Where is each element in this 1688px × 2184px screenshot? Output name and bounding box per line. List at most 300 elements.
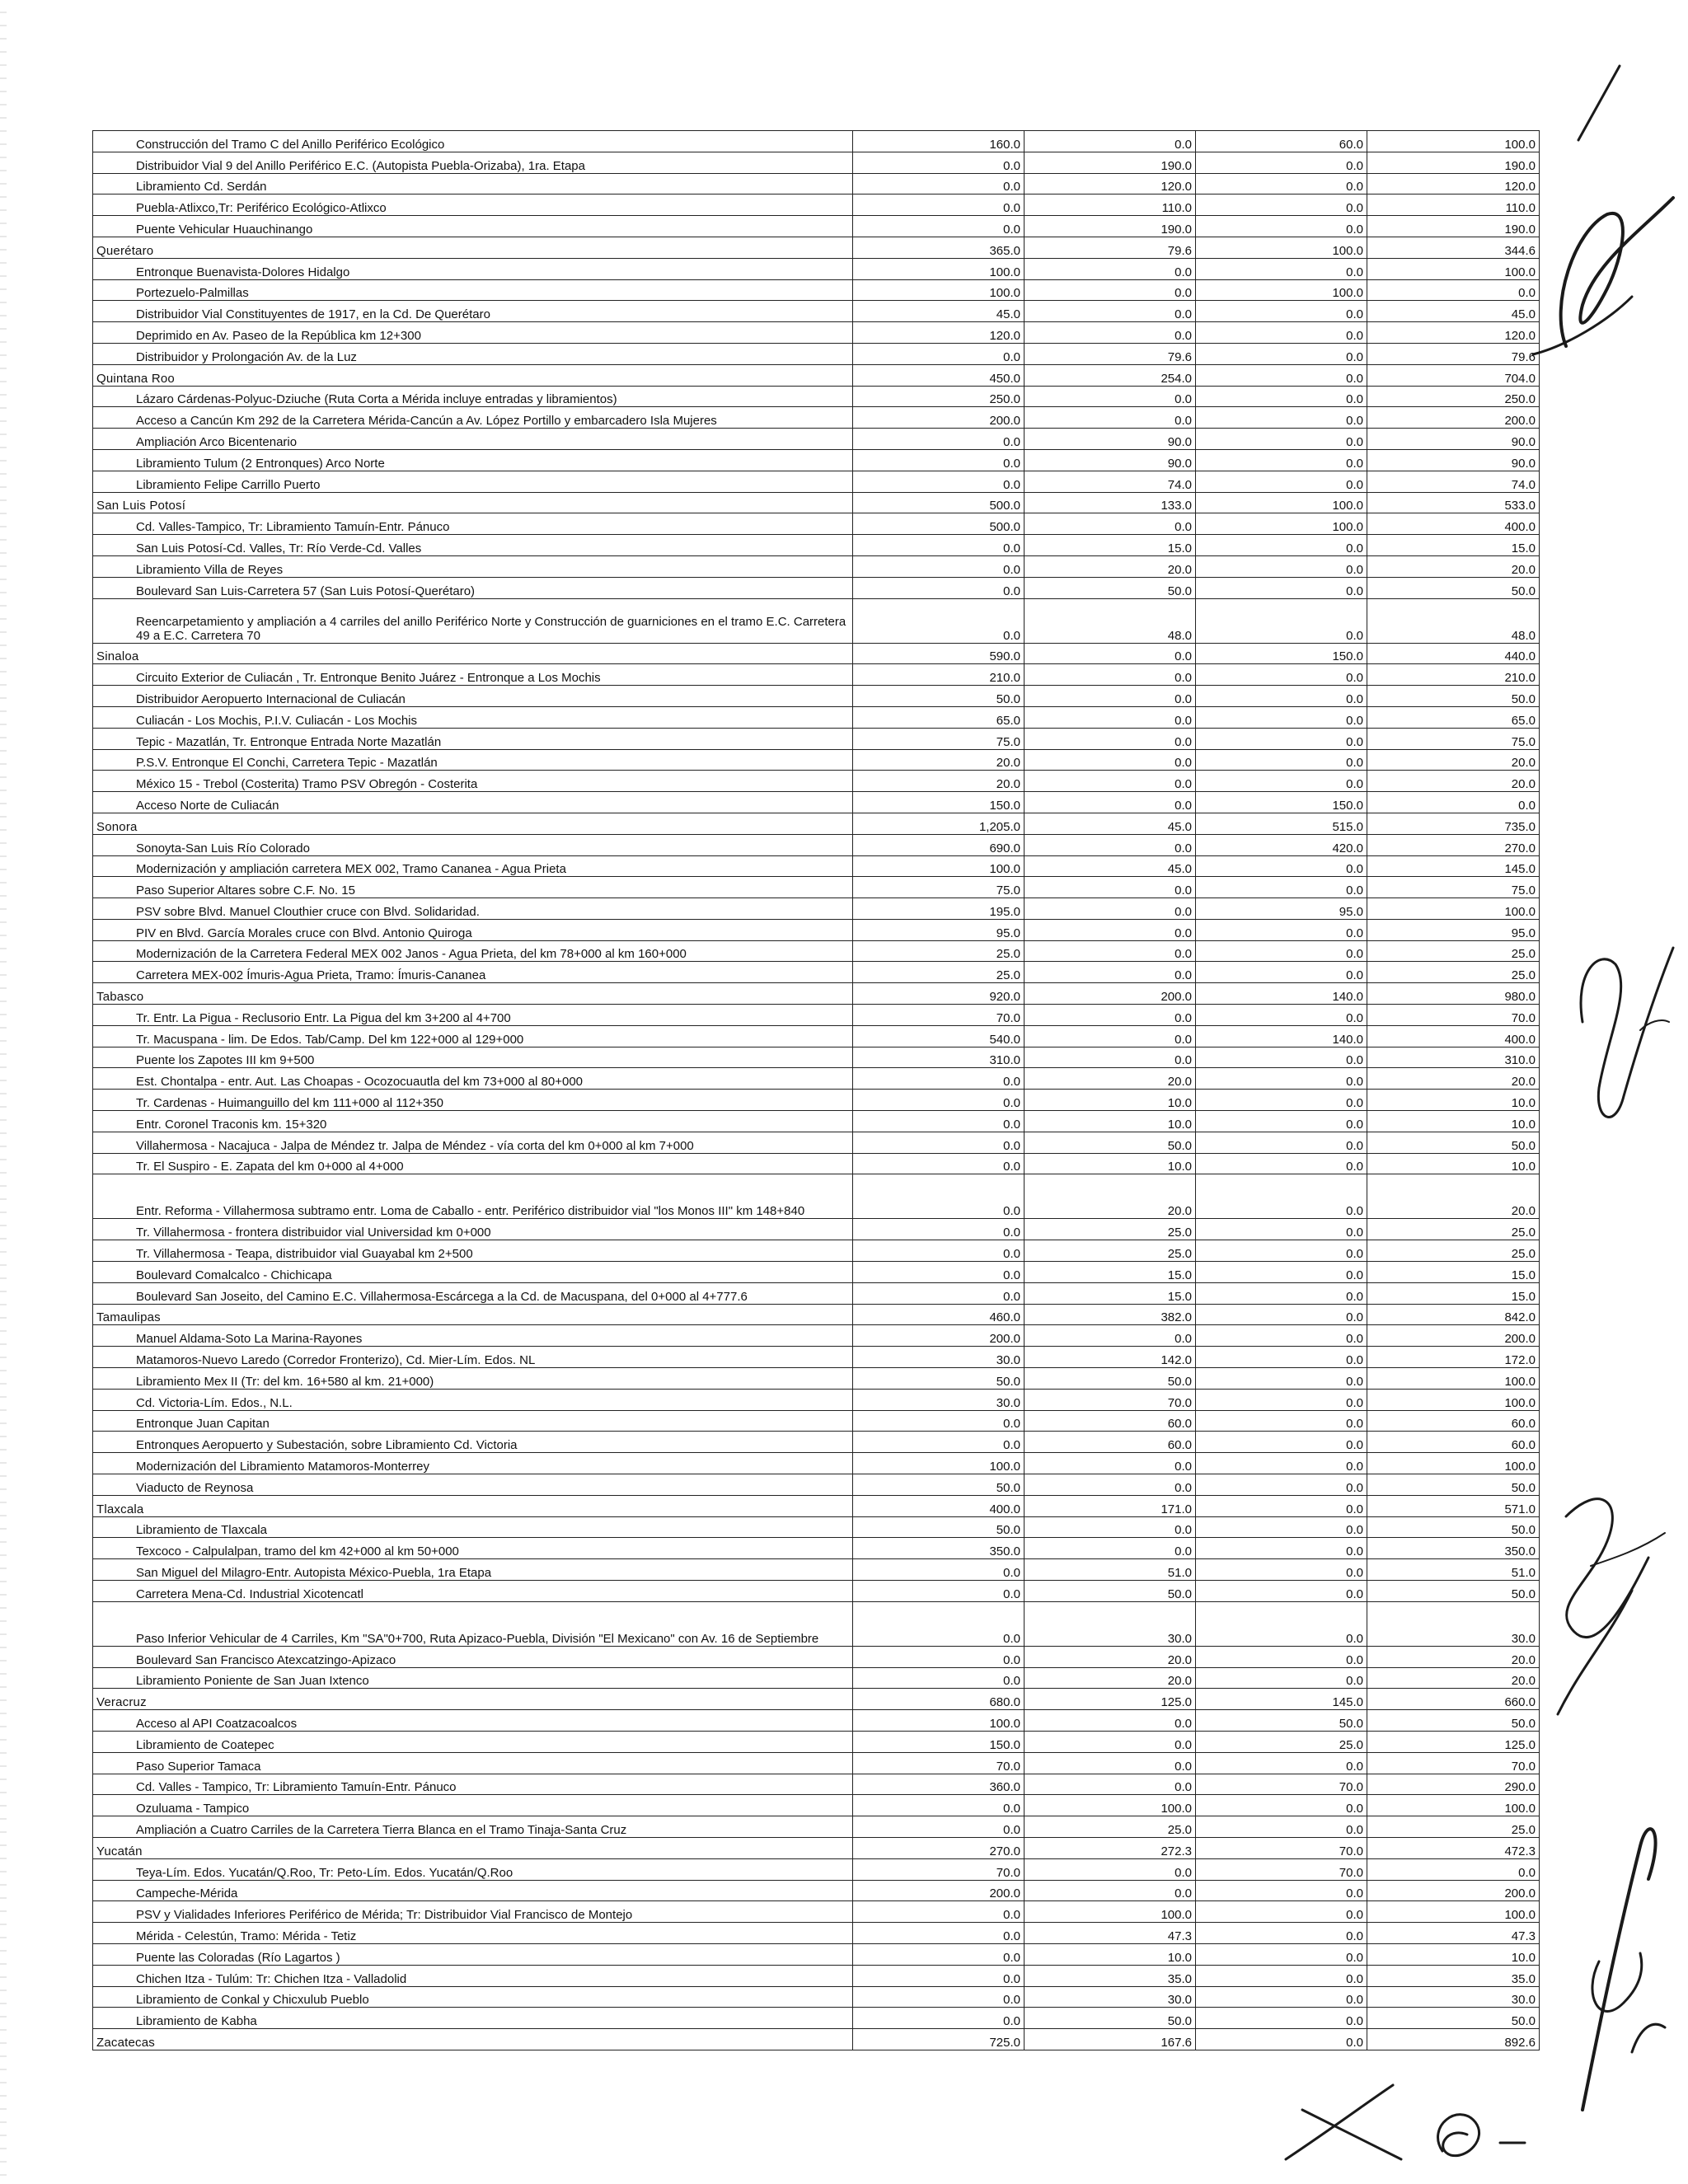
amount-cell-4: 190.0 (1367, 152, 1540, 173)
amount-cell-2: 79.6 (1025, 343, 1196, 364)
amount-cell-3: 0.0 (1196, 1389, 1367, 1410)
project-name-cell: Villahermosa - Nacajuca - Jalpa de Méndez tr. Jalpa de Méndez - vía corta del km 0+000 al km 7+000 (93, 1132, 853, 1153)
amount-cell-2: 0.0 (1025, 1710, 1196, 1732)
amount-cell-4: 400.0 (1367, 513, 1540, 535)
amount-cell-4: 200.0 (1367, 1880, 1540, 1901)
amount-cell-2: 15.0 (1025, 1282, 1196, 1304)
state-row (93, 1304, 1540, 1325)
project-row (93, 131, 1540, 152)
project-name-cell: Puente las Coloradas (Río Lagartos ) (93, 1943, 853, 1965)
amount-cell-3: 0.0 (1196, 1901, 1367, 1923)
amount-cell-4: 440.0 (1367, 643, 1540, 664)
project-name-cell: Boulevard San Joseito, del Camino E.C. Villahermosa-Escárcega a la Cd. de Macuspana, del 0+000 al 4+777.6 (93, 1282, 853, 1304)
project-name-cell: Entronques Aeropuerto y Subestación, sobre Libramiento Cd. Victoria (93, 1432, 853, 1453)
project-name-cell: Cd. Valles - Tampico, Tr: Libramiento Tamuín-Entr. Pánuco (93, 1774, 853, 1795)
project-row (93, 792, 1540, 813)
amount-cell-3: 70.0 (1196, 1774, 1367, 1795)
amount-cell-4: 100.0 (1367, 258, 1540, 279)
amount-cell-1: 0.0 (853, 1965, 1025, 1986)
amount-cell-2: 15.0 (1025, 1262, 1196, 1283)
amount-cell-3: 0.0 (1196, 706, 1367, 728)
project-row (93, 940, 1540, 962)
amount-cell-1: 50.0 (853, 1368, 1025, 1390)
amount-cell-3: 0.0 (1196, 1646, 1367, 1667)
project-name-cell: Libramiento de Kabha (93, 2008, 853, 2029)
amount-cell-4: 145.0 (1367, 855, 1540, 877)
amount-cell-2: 47.3 (1025, 1923, 1196, 1944)
amount-cell-4: 25.0 (1367, 962, 1540, 983)
project-name-cell: Distribuidor Vial 9 del Anillo Periférico E.C. (Autopista Puebla-Orizaba), 1ra. Etapa (93, 152, 853, 173)
amount-cell-2: 90.0 (1025, 449, 1196, 471)
amount-cell-4: 48.0 (1367, 598, 1540, 643)
state-row (93, 2029, 1540, 2050)
project-name-cell: Ampliación Arco Bicentenario (93, 429, 853, 450)
amount-cell-1: 0.0 (853, 343, 1025, 364)
project-name-cell: Entronque Juan Capitan (93, 1410, 853, 1432)
amount-cell-1: 0.0 (853, 1068, 1025, 1090)
amount-cell-3: 0.0 (1196, 301, 1367, 322)
project-row (93, 1538, 1540, 1559)
project-name-cell: Libramiento Tulum (2 Entronques) Arco Norte (93, 449, 853, 471)
amount-cell-1: 50.0 (853, 1474, 1025, 1496)
amount-cell-4: 704.0 (1367, 364, 1540, 386)
amount-cell-3: 0.0 (1196, 1111, 1367, 1132)
amount-cell-2: 0.0 (1025, 1025, 1196, 1047)
project-name-cell: Distribuidor y Prolongación Av. de la Luz (93, 343, 853, 364)
project-name-cell: Tr. Macuspana - lim. De Edos. Tab/Camp. Del km 122+000 al 129+000 (93, 1025, 853, 1047)
amount-cell-3: 0.0 (1196, 1240, 1367, 1262)
amount-cell-4: 0.0 (1367, 279, 1540, 301)
amount-cell-4: 200.0 (1367, 1325, 1540, 1347)
project-name-cell: Entr. Coronel Traconis km. 15+320 (93, 1111, 853, 1132)
amount-cell-4: 980.0 (1367, 983, 1540, 1005)
amount-cell-1: 0.0 (853, 1646, 1025, 1667)
amount-cell-3: 0.0 (1196, 1432, 1367, 1453)
amount-cell-2: 0.0 (1025, 834, 1196, 855)
amount-cell-1: 0.0 (853, 1432, 1025, 1453)
amount-cell-3: 0.0 (1196, 1047, 1367, 1068)
amount-cell-4: 90.0 (1367, 449, 1540, 471)
project-row (93, 1646, 1540, 1667)
amount-cell-1: 0.0 (853, 598, 1025, 643)
amount-cell-4: 15.0 (1367, 1282, 1540, 1304)
amount-cell-4: 79.6 (1367, 343, 1540, 364)
amount-cell-2: 0.0 (1025, 1774, 1196, 1795)
amount-cell-4: 210.0 (1367, 664, 1540, 686)
scan-edge (0, 0, 7, 2184)
amount-cell-3: 100.0 (1196, 492, 1367, 513)
amount-cell-3: 0.0 (1196, 535, 1367, 556)
amount-cell-3: 420.0 (1196, 834, 1367, 855)
amount-cell-2: 100.0 (1025, 1795, 1196, 1816)
amount-cell-1: 0.0 (853, 1943, 1025, 1965)
amount-cell-2: 79.6 (1025, 237, 1196, 258)
project-name-cell: Libramiento Mex II (Tr: del km. 16+580 al km. 21+000) (93, 1368, 853, 1390)
amount-cell-1: 25.0 (853, 962, 1025, 983)
amount-cell-4: 533.0 (1367, 492, 1540, 513)
amount-cell-1: 0.0 (853, 1667, 1025, 1689)
state-name-cell: Zacatecas (93, 2029, 853, 2050)
amount-cell-3: 0.0 (1196, 919, 1367, 940)
project-name-cell: Circuito Exterior de Culiacán , Tr. Entronque Benito Juárez - Entronque a Los Mochis (93, 664, 853, 686)
amount-cell-3: 0.0 (1196, 386, 1367, 407)
state-row (93, 1495, 1540, 1516)
amount-cell-2: 0.0 (1025, 771, 1196, 792)
project-row (93, 1453, 1540, 1474)
state-name-cell: Tamaulipas (93, 1304, 853, 1325)
state-row (93, 813, 1540, 834)
amount-cell-3: 0.0 (1196, 1090, 1367, 1111)
project-name-cell: Paso Inferior Vehicular de 4 Carriles, Km "SA"0+700, Ruta Apizaco-Puebla, División "El Mexicano" con Av. 16 de Septiembre (93, 1601, 853, 1646)
project-row (93, 1901, 1540, 1923)
project-row (93, 664, 1540, 686)
project-name-cell: Modernización de la Carretera Federal MEX 002 Janos - Agua Prieta, del km 78+000 al km 160+000 (93, 940, 853, 962)
amount-cell-2: 0.0 (1025, 664, 1196, 686)
state-name-cell: Quintana Roo (93, 364, 853, 386)
amount-cell-2: 0.0 (1025, 1325, 1196, 1347)
project-name-cell: Deprimido en Av. Paseo de la República km 12+300 (93, 322, 853, 344)
amount-cell-1: 150.0 (853, 792, 1025, 813)
amount-cell-3: 140.0 (1196, 983, 1367, 1005)
amount-cell-2: 190.0 (1025, 216, 1196, 237)
amount-cell-4: 125.0 (1367, 1731, 1540, 1752)
project-row (93, 706, 1540, 728)
amount-cell-4: 25.0 (1367, 940, 1540, 962)
signature-lower-right (1533, 1467, 1681, 1747)
amount-cell-1: 400.0 (853, 1495, 1025, 1516)
amount-cell-1: 500.0 (853, 492, 1025, 513)
amount-cell-1: 0.0 (853, 1601, 1025, 1646)
amount-cell-2: 0.0 (1025, 1047, 1196, 1068)
project-row (93, 1282, 1540, 1304)
amount-cell-2: 0.0 (1025, 686, 1196, 707)
amount-cell-3: 70.0 (1196, 1858, 1367, 1880)
state-row (93, 364, 1540, 386)
amount-cell-1: 200.0 (853, 1880, 1025, 1901)
project-name-cell: Modernización del Libramiento Matamoros-Monterrey (93, 1453, 853, 1474)
project-name-cell: Paso Superior Altares sobre C.F. No. 15 (93, 877, 853, 898)
project-name-cell: Tr. Entr. La Pigua - Reclusorio Entr. La Pigua del km 3+200 al 4+700 (93, 1005, 853, 1026)
amount-cell-1: 200.0 (853, 407, 1025, 429)
project-row (93, 1774, 1540, 1795)
amount-cell-4: 842.0 (1367, 1304, 1540, 1325)
amount-cell-1: 350.0 (853, 1538, 1025, 1559)
project-row (93, 258, 1540, 279)
project-row (93, 1132, 1540, 1153)
project-name-cell: Paso Superior Tamaca (93, 1752, 853, 1774)
amount-cell-1: 100.0 (853, 279, 1025, 301)
project-row (93, 535, 1540, 556)
amount-cell-2: 50.0 (1025, 2008, 1196, 2029)
amount-cell-1: 120.0 (853, 322, 1025, 344)
amount-cell-4: 110.0 (1367, 194, 1540, 216)
project-row (93, 2008, 1540, 2029)
project-name-cell: Distribuidor Aeropuerto Internacional de Culiacán (93, 686, 853, 707)
amount-cell-4: 290.0 (1367, 1774, 1540, 1795)
amount-cell-3: 0.0 (1196, 343, 1367, 364)
amount-cell-2: 0.0 (1025, 749, 1196, 771)
amount-cell-4: 20.0 (1367, 1174, 1540, 1219)
amount-cell-1: 0.0 (853, 449, 1025, 471)
project-name-cell: Teya-Lím. Edos. Yucatán/Q.Roo, Tr: Peto-Lím. Edos. Yucatán/Q.Roo (93, 1858, 853, 1880)
amount-cell-1: 0.0 (853, 1581, 1025, 1602)
amount-cell-3: 0.0 (1196, 1368, 1367, 1390)
amount-cell-4: 30.0 (1367, 1986, 1540, 2008)
project-row (93, 1025, 1540, 1047)
amount-cell-1: 200.0 (853, 1325, 1025, 1347)
amount-cell-3: 0.0 (1196, 877, 1367, 898)
amount-cell-2: 20.0 (1025, 555, 1196, 577)
amount-cell-1: 0.0 (853, 471, 1025, 492)
project-name-cell: PIV en Blvd. García Morales cruce con Blvd. Antonio Quiroga (93, 919, 853, 940)
project-row (93, 1965, 1540, 1986)
amount-cell-1: 65.0 (853, 706, 1025, 728)
amount-cell-2: 20.0 (1025, 1646, 1196, 1667)
amount-cell-1: 0.0 (853, 1795, 1025, 1816)
project-row (93, 1667, 1540, 1689)
amount-cell-2: 30.0 (1025, 1601, 1196, 1646)
project-name-cell: Entr. Reforma - Villahermosa subtramo entr. Loma de Caballo - entr. Periférico distribuidor vial "los Monos III" km 148+840 (93, 1174, 853, 1219)
project-row (93, 1710, 1540, 1732)
amount-cell-3: 0.0 (1196, 1667, 1367, 1689)
amount-cell-1: 0.0 (853, 429, 1025, 450)
amount-cell-1: 0.0 (853, 2008, 1025, 2029)
amount-cell-1: 250.0 (853, 386, 1025, 407)
amount-cell-2: 0.0 (1025, 1538, 1196, 1559)
amount-cell-4: 20.0 (1367, 771, 1540, 792)
project-name-cell: Modernización y ampliación carretera MEX 002, Tramo Cananea - Agua Prieta (93, 855, 853, 877)
amount-cell-4: 75.0 (1367, 728, 1540, 749)
signature-bottom-center (1269, 2077, 1550, 2176)
amount-cell-3: 0.0 (1196, 555, 1367, 577)
amount-cell-3: 0.0 (1196, 771, 1367, 792)
amount-cell-2: 10.0 (1025, 1943, 1196, 1965)
amount-cell-1: 365.0 (853, 237, 1025, 258)
project-name-cell: San Luis Potosí-Cd. Valles, Tr: Río Verde-Cd. Valles (93, 535, 853, 556)
project-name-cell: Libramiento de Conkal y Chicxulub Pueblo (93, 1986, 853, 2008)
amount-cell-2: 382.0 (1025, 1304, 1196, 1325)
project-name-cell: Acceso al API Coatzacoalcos (93, 1710, 853, 1732)
project-name-cell: Tr. Villahermosa - frontera distribuidor vial Universidad km 0+000 (93, 1219, 853, 1240)
amount-cell-3: 0.0 (1196, 322, 1367, 344)
amount-cell-1: 100.0 (853, 1453, 1025, 1474)
amount-cell-2: 0.0 (1025, 962, 1196, 983)
amount-cell-2: 50.0 (1025, 1368, 1196, 1390)
amount-cell-1: 0.0 (853, 1132, 1025, 1153)
amount-cell-4: 10.0 (1367, 1943, 1540, 1965)
amount-cell-2: 90.0 (1025, 429, 1196, 450)
project-row (93, 173, 1540, 194)
amount-cell-2: 50.0 (1025, 577, 1196, 598)
amount-cell-4: 70.0 (1367, 1005, 1540, 1026)
amount-cell-3: 0.0 (1196, 471, 1367, 492)
amount-cell-3: 0.0 (1196, 1262, 1367, 1283)
amount-cell-4: 20.0 (1367, 1667, 1540, 1689)
amount-cell-3: 0.0 (1196, 194, 1367, 216)
amount-cell-2: 50.0 (1025, 1132, 1196, 1153)
amount-cell-4: 735.0 (1367, 813, 1540, 834)
project-row (93, 216, 1540, 237)
amount-cell-3: 0.0 (1196, 1516, 1367, 1538)
project-row (93, 728, 1540, 749)
amount-cell-4: 10.0 (1367, 1153, 1540, 1174)
state-row (93, 1837, 1540, 1858)
project-row (93, 1752, 1540, 1774)
amount-cell-2: 35.0 (1025, 1965, 1196, 1986)
signature-top-right (1517, 181, 1681, 371)
amount-cell-4: 50.0 (1367, 2008, 1540, 2029)
amount-cell-3: 515.0 (1196, 813, 1367, 834)
amount-cell-4: 120.0 (1367, 173, 1540, 194)
amount-cell-1: 100.0 (853, 855, 1025, 877)
project-name-cell: Libramiento Villa de Reyes (93, 555, 853, 577)
project-name-cell: Boulevard San Francisco Atexcatzingo-Apizaco (93, 1646, 853, 1667)
amount-cell-4: 70.0 (1367, 1752, 1540, 1774)
amount-cell-2: 51.0 (1025, 1559, 1196, 1581)
amount-cell-4: 30.0 (1367, 1601, 1540, 1646)
project-row (93, 1581, 1540, 1602)
amount-cell-3: 0.0 (1196, 1174, 1367, 1219)
amount-cell-3: 145.0 (1196, 1689, 1367, 1710)
amount-cell-1: 920.0 (853, 983, 1025, 1005)
project-row (93, 771, 1540, 792)
amount-cell-3: 0.0 (1196, 1601, 1367, 1646)
amount-cell-3: 0.0 (1196, 1752, 1367, 1774)
amount-cell-4: 90.0 (1367, 429, 1540, 450)
project-name-cell: Libramiento de Coatepec (93, 1731, 853, 1752)
project-name-cell: Libramiento Cd. Serdán (93, 173, 853, 194)
amount-cell-3: 0.0 (1196, 429, 1367, 450)
project-name-cell: México 15 - Trebol (Costerita) Tramo PSV Obregón - Costerita (93, 771, 853, 792)
project-row (93, 513, 1540, 535)
amount-cell-4: 270.0 (1367, 834, 1540, 855)
amount-cell-3: 100.0 (1196, 237, 1367, 258)
amount-cell-4: 50.0 (1367, 1581, 1540, 1602)
amount-cell-3: 0.0 (1196, 1347, 1367, 1368)
amount-cell-3: 0.0 (1196, 1923, 1367, 1944)
project-name-cell: Lázaro Cárdenas-Polyuc-Dziuche (Ruta Corta a Mérida incluye entradas y libramientos) (93, 386, 853, 407)
project-row (93, 449, 1540, 471)
amount-cell-3: 0.0 (1196, 1132, 1367, 1153)
amount-cell-2: 120.0 (1025, 173, 1196, 194)
amount-cell-3: 50.0 (1196, 1710, 1367, 1732)
project-row (93, 1389, 1540, 1410)
project-row (93, 1816, 1540, 1838)
project-row (93, 1090, 1540, 1111)
amount-cell-1: 0.0 (853, 194, 1025, 216)
amount-cell-3: 0.0 (1196, 173, 1367, 194)
amount-cell-2: 60.0 (1025, 1410, 1196, 1432)
amount-cell-2: 48.0 (1025, 598, 1196, 643)
amount-cell-3: 0.0 (1196, 1219, 1367, 1240)
amount-cell-4: 190.0 (1367, 216, 1540, 237)
amount-cell-3: 0.0 (1196, 1474, 1367, 1496)
project-name-cell: Carretera MEX-002 Ímuris-Agua Prieta, Tramo: Ímuris-Cananea (93, 962, 853, 983)
project-row (93, 1858, 1540, 1880)
project-row (93, 1368, 1540, 1390)
amount-cell-2: 200.0 (1025, 983, 1196, 1005)
project-row (93, 1005, 1540, 1026)
project-name-cell: PSV y Vialidades Inferiores Periférico de Mérida; Tr: Distribuidor Vial Francisco de Montejo (93, 1901, 853, 1923)
amount-cell-4: 350.0 (1367, 1538, 1540, 1559)
project-row (93, 1410, 1540, 1432)
amount-cell-2: 0.0 (1025, 513, 1196, 535)
amount-cell-2: 25.0 (1025, 1240, 1196, 1262)
amount-cell-3: 0.0 (1196, 855, 1367, 877)
amount-cell-1: 0.0 (853, 1816, 1025, 1838)
amount-cell-1: 0.0 (853, 1153, 1025, 1174)
amount-cell-3: 0.0 (1196, 940, 1367, 962)
amount-cell-1: 0.0 (853, 173, 1025, 194)
project-name-cell: Libramiento Felipe Carrillo Puerto (93, 471, 853, 492)
project-name-cell: Construcción del Tramo C del Anillo Periférico Ecológico (93, 131, 853, 152)
amount-cell-4: 25.0 (1367, 1816, 1540, 1838)
project-row (93, 386, 1540, 407)
project-row (93, 1559, 1540, 1581)
amount-cell-4: 100.0 (1367, 1901, 1540, 1923)
project-name-cell: Culiacán - Los Mochis, P.I.V. Culiacán - Los Mochis (93, 706, 853, 728)
amount-cell-3: 0.0 (1196, 449, 1367, 471)
amount-cell-3: 0.0 (1196, 407, 1367, 429)
project-row (93, 1731, 1540, 1752)
amount-cell-4: 344.6 (1367, 237, 1540, 258)
amount-cell-3: 0.0 (1196, 1538, 1367, 1559)
amount-cell-1: 360.0 (853, 1774, 1025, 1795)
amount-cell-4: 100.0 (1367, 1453, 1540, 1474)
amount-cell-2: 0.0 (1025, 940, 1196, 962)
project-row (93, 855, 1540, 877)
amount-cell-1: 160.0 (853, 131, 1025, 152)
amount-cell-2: 20.0 (1025, 1174, 1196, 1219)
amount-cell-2: 0.0 (1025, 1516, 1196, 1538)
amount-cell-4: 10.0 (1367, 1090, 1540, 1111)
project-name-cell: P.S.V. Entronque El Conchi, Carretera Tepic - Mazatlán (93, 749, 853, 771)
amount-cell-2: 0.0 (1025, 643, 1196, 664)
project-row (93, 598, 1540, 643)
amount-cell-2: 0.0 (1025, 877, 1196, 898)
signature-bottom-right (1550, 1780, 1681, 2126)
amount-cell-3: 70.0 (1196, 1837, 1367, 1858)
project-row (93, 1219, 1540, 1240)
margin-slash-mark (1570, 49, 1636, 148)
amount-cell-4: 60.0 (1367, 1432, 1540, 1453)
amount-cell-2: 0.0 (1025, 131, 1196, 152)
amount-cell-3: 140.0 (1196, 1025, 1367, 1047)
state-name-cell: Sinaloa (93, 643, 853, 664)
project-row (93, 555, 1540, 577)
amount-cell-3: 0.0 (1196, 598, 1367, 643)
amount-cell-1: 270.0 (853, 1837, 1025, 1858)
amount-cell-1: 75.0 (853, 728, 1025, 749)
amount-cell-2: 0.0 (1025, 407, 1196, 429)
project-row (93, 1516, 1540, 1538)
amount-cell-4: 310.0 (1367, 1047, 1540, 1068)
amount-cell-2: 20.0 (1025, 1667, 1196, 1689)
amount-cell-3: 0.0 (1196, 1495, 1367, 1516)
amount-cell-2: 50.0 (1025, 1581, 1196, 1602)
amount-cell-4: 74.0 (1367, 471, 1540, 492)
project-name-cell: Cd. Valles-Tampico, Tr: Libramiento Tamuín-Entr. Pánuco (93, 513, 853, 535)
project-row (93, 1047, 1540, 1068)
project-name-cell: Acceso a Cancún Km 292 de la Carretera Mérida-Cancún a Av. López Portillo y embarcadero Isla Mujeres (93, 407, 853, 429)
amount-cell-3: 0.0 (1196, 962, 1367, 983)
signature-middle-right (1566, 898, 1681, 1146)
amount-cell-3: 0.0 (1196, 1068, 1367, 1090)
amount-cell-1: 195.0 (853, 898, 1025, 920)
project-name-cell: Acceso Norte de Culiacán (93, 792, 853, 813)
amount-cell-4: 15.0 (1367, 535, 1540, 556)
amount-cell-4: 20.0 (1367, 1068, 1540, 1090)
